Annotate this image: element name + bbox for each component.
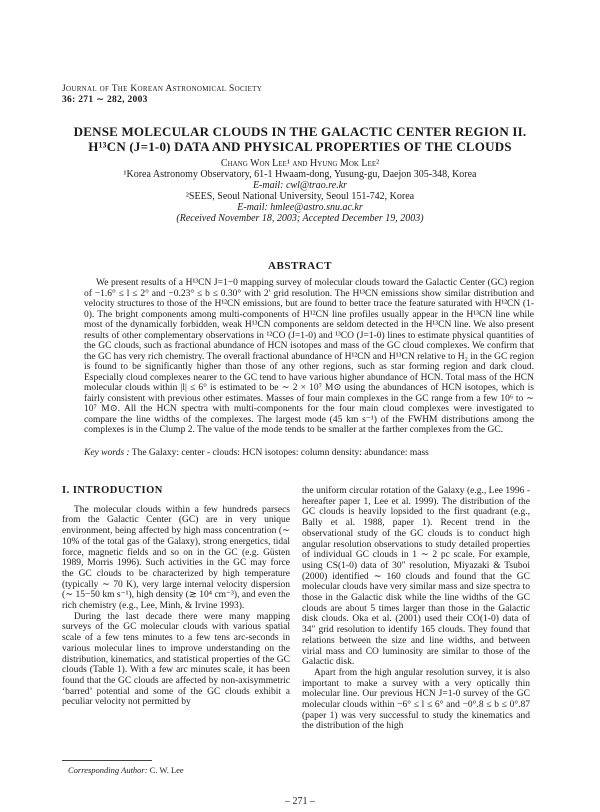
journal-name: Journal of The Korean Astronomical Society — [62, 84, 263, 94]
received-dates: (Received November 18, 2003; Accepted December 19, 2003) — [176, 213, 424, 224]
abstract-heading: ABSTRACT — [268, 260, 332, 272]
footnote-rule — [62, 760, 152, 761]
affiliation-1: ¹Korea Astronomy Observatory, 61-1 Hwaam-dong, Yusung-gu, Daejon 305-348, Korea — [123, 169, 477, 180]
email-2: E-mail: hmlee@astro.snu.ac.kr — [237, 202, 363, 213]
journal-volume: 36: 271 ∼ 282, 2003 — [62, 95, 148, 105]
keywords-text: The Galaxy: center - clouds: HCN isotopes: column density: abundance: mass — [131, 448, 429, 458]
abstract-text: We present results of a H¹³CN J=1−0 mapping survey of molecular clouds toward the Galactic Center (GC) region of −1.6° ≤ l ≤ 2° and −0.23° ≤ b ≤ 0.30° with 2′ grid resolution. The H¹³CN emissions show similar distribution and velocity structures to those of the H¹²CN emissions, but are found to better trace the feature saturated with H¹²CN (1-0). The bright components among multi-components of H¹²CN line profiles usually appear in the H¹³CN line while most of the dynamically forbidden, weak H¹³CN components are seldom detected in the H¹³CN line. We also present results of other complementary observations in ¹²CO (J=1-0) and ¹³CO (J=1-0) lines to estimate physical quantities of the GC clouds, such as fractional abundance of HCN isotopes and mass of the GC cloud complexes. We confirm that the GC has very rich chemistry. The overall fractional abundance of H¹²CN and H¹³CN relative to H₂ in the GC region is found to be significantly higher than those of any other regions, such as star forming region and dark cloud. Especially cloud complexes nearer to the GC tend to have various higher abundance of HCN. Total mass of the HCN molecular clouds within |l| ≤ 6° is estimated to be ∼ 2 × 10⁷ M⊙ using the abundances of HCN isotopes, which is fairly consistent with previous other estimates. Masses of four main complexes in the GC range from a few 10⁶ to ∼ 10⁷ M⊙. All the HCN spectra with multi-components for the four main cloud complexes were investigated to compare the line widths of the complexes. The largest mode (45 km s⁻¹) of the FWHM distributions among the complexes is in the Clump 2. The value of the mode tends to be smaller at the farther complexes from the GC. — [84, 278, 534, 435]
footnote — [68, 765, 184, 775]
title-line-1: DENSE MOLECULAR CLOUDS IN THE GALACTIC CENTER REGION II. — [73, 124, 527, 139]
intro-paragraph-3: the uniform circular rotation of the Galaxy (e.g., Lee 1996 - hereafter paper 1, Lee et al. 1999). The distribution of the GC clouds is heavily lopsided to the first quadrant (e.g., Bally et al. 1988, paper 1). Recent trend in the observational study of the GC clouds is to conduct high angular resolution observations to study detailed properties of individual GC clouds in 1 ∼ 2 pc scale. For example, using CS(1-0) data of 30″ resolution, Miyazaki & Tsuboi (2000) identified ∼ 160 clouds and found that the GC molecular clouds have very similar mass and size spectra to those in the Galactic disk while the line widths of the GC clouds are about 5 times larger than those in the Galactic disk clouds. Oka et al. (2001) used their CO(1-0) data of 34″ grid resolution to identify 165 clouds. They found that relations between the size and line widths, and between virial mass and CO luminosity are similar to those of the Galactic disk. — [302, 486, 530, 668]
journal-header — [62, 84, 262, 106]
keywords — [84, 448, 534, 459]
page-number: – 271 – — [285, 796, 315, 807]
paper-title — [40, 124, 560, 154]
email-1: E-mail: cwl@trao.re.kr — [252, 180, 348, 191]
left-column — [62, 486, 290, 708]
author-names: Chang Won Lee¹ and Hyung Mok Lee² — [220, 158, 380, 169]
footnote-name: C. W. Lee — [149, 765, 184, 775]
intro-paragraph-4: Apart from the high angular resolution survey, it is also important to make a survey with a very optically thin molecular line. Our previous HCN J=1-0 survey of the GC molecular clouds within −6° ≤ l ≤ 6° and −0°.8 ≤ b ≤ 0°.87 (paper 1) was very successful to study the kinematics and the distribution of the high — [302, 667, 530, 732]
footnote-label: Corresponding Author: — [68, 765, 148, 775]
keywords-label: Key words : — [84, 448, 130, 458]
section-heading: I. INTRODUCTION — [62, 485, 163, 496]
affiliation-2: ²SEES, Seoul National University, Seoul 151-742, Korea — [185, 191, 415, 202]
right-column — [302, 486, 530, 732]
title-line-2: H¹³CN (J=1-0) DATA AND PHYSICAL PROPERTIES OF THE CLOUDS — [88, 139, 512, 154]
author-block — [40, 158, 560, 224]
intro-paragraph-2: During the last decade there were many mapping surveys of the GC molecular clouds with various spatial scale of a few tens minutes to a few tens arc-seconds in various molecular lines to improve understanding on the distribution, kinematics, and statistical properties of the GC clouds (Table 1). With a few arc minutes scale, it has been found that the GC clouds are affected by non-axisymmetric ‘barred’ potential and some of the GC clouds exhibit a peculiar velocity not permitted by — [62, 611, 290, 708]
intro-paragraph-1: The molecular clouds within a few hundreds parsecs from the Galactic Center (GC) are in very unique environment, being affected by high mass concentration (∼ 10% of the total gas of the Galaxy), strong energetics, tidal force, magnetic fields and so on in the GC (e.g. Güsten 1989, Morris 1996). Such activities in the GC may force the GC clouds to be characterized by high temperature (typically ∼ 70 K), very large internal velocity dispersion (∼ 15−50 km s⁻¹), high density (≳ 10⁴ cm⁻³), and even the rich chemistry (e.g., Lee, Minh, & Irvine 1993). — [62, 504, 290, 612]
